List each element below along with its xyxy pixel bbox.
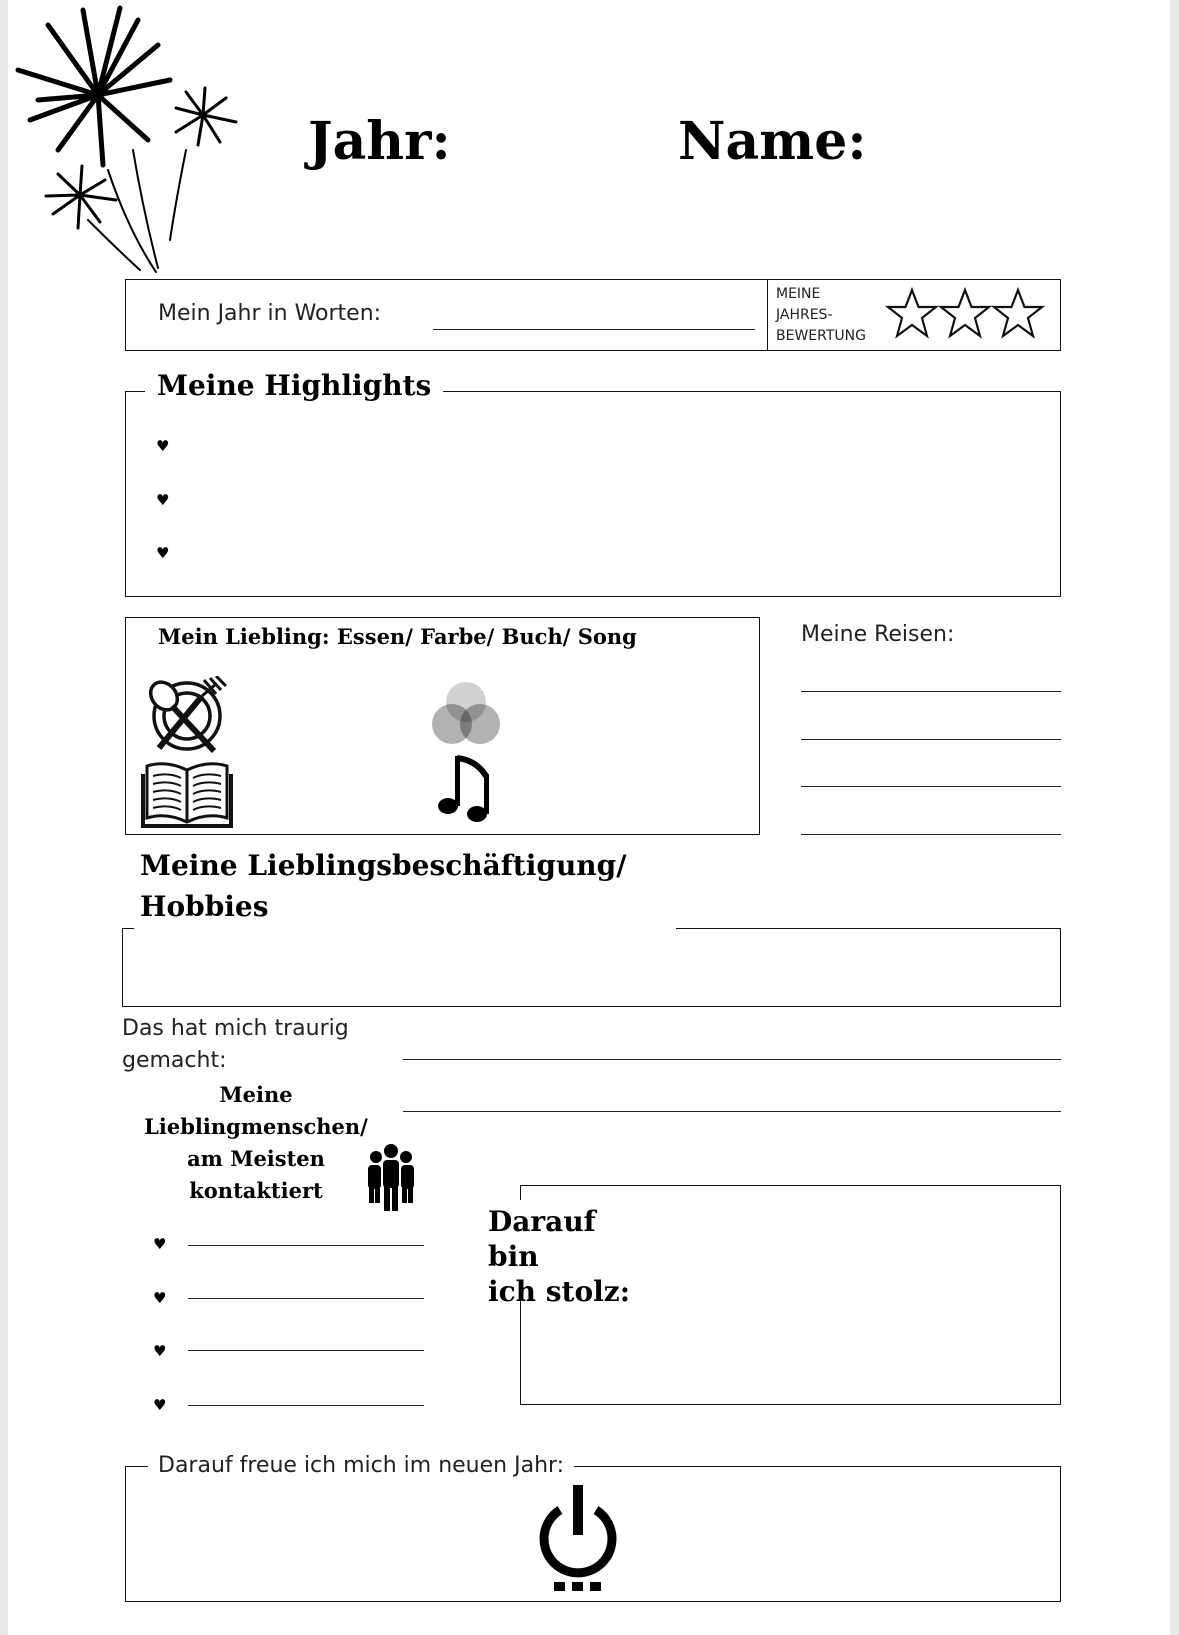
people-line[interactable] [188,1350,424,1351]
sad-line[interactable] [403,1111,1061,1112]
travels-line[interactable] [801,739,1061,740]
name-label: Name: [678,111,867,172]
group-people-icon [363,1143,419,1213]
plate-cutlery-icon [144,676,228,756]
rating-label: MEINE JAHRES- BEWERTUNG [776,286,866,344]
proud-title: Darauf bin ich stolz: [478,1200,663,1282]
highlights-title: Meine Highlights [145,366,443,406]
travels-line[interactable] [801,786,1061,787]
color-circles-icon [428,678,504,754]
new-year-label: Darauf freue ich mich im neuen Jahr: [148,1451,574,1481]
rating-divider [767,279,768,351]
travels-line[interactable] [801,834,1061,835]
fireworks-icon [8,0,248,280]
star-icon [994,290,1042,336]
sad-line[interactable] [403,1059,1061,1060]
people-line[interactable] [188,1405,424,1406]
people-title: Meine Lieblingmenschen/ am Meisten kontaktiert [144,1082,368,1203]
heart-icon: ♥ [153,1289,167,1307]
hobbies-title: Meine Lieblingsbeschäftigung/ Hobbies [134,843,676,929]
people-line[interactable] [188,1245,424,1246]
year-in-words-line[interactable] [433,329,755,330]
star-icon [888,290,936,336]
people-line[interactable] [188,1298,424,1299]
power-icon [533,1482,623,1594]
heart-icon: ♥ [153,1342,167,1360]
heart-icon: ♥ [153,1396,167,1414]
year-in-words-label: Mein Jahr in Worten: [158,301,382,326]
travels-label: Meine Reisen: [801,622,955,647]
music-note-icon [436,752,496,828]
heart-icon: ♥ [156,437,170,455]
highlights-box [125,391,1061,597]
heart-icon: ♥ [156,544,170,562]
book-icon [141,760,233,828]
heart-icon: ♥ [153,1235,167,1253]
hobbies-box [122,928,1061,1007]
star-icon [941,290,989,336]
worksheet-page [8,0,1170,1635]
travels-line[interactable] [801,691,1061,692]
year-label: Jahr: [308,111,451,172]
favorites-title: Mein Liebling: Essen/ Farbe/ Buch/ Song [148,622,647,652]
rating-stars[interactable] [885,287,1055,343]
heart-icon: ♥ [156,491,170,509]
sad-label: Das hat mich traurig gemacht: [122,1016,349,1073]
